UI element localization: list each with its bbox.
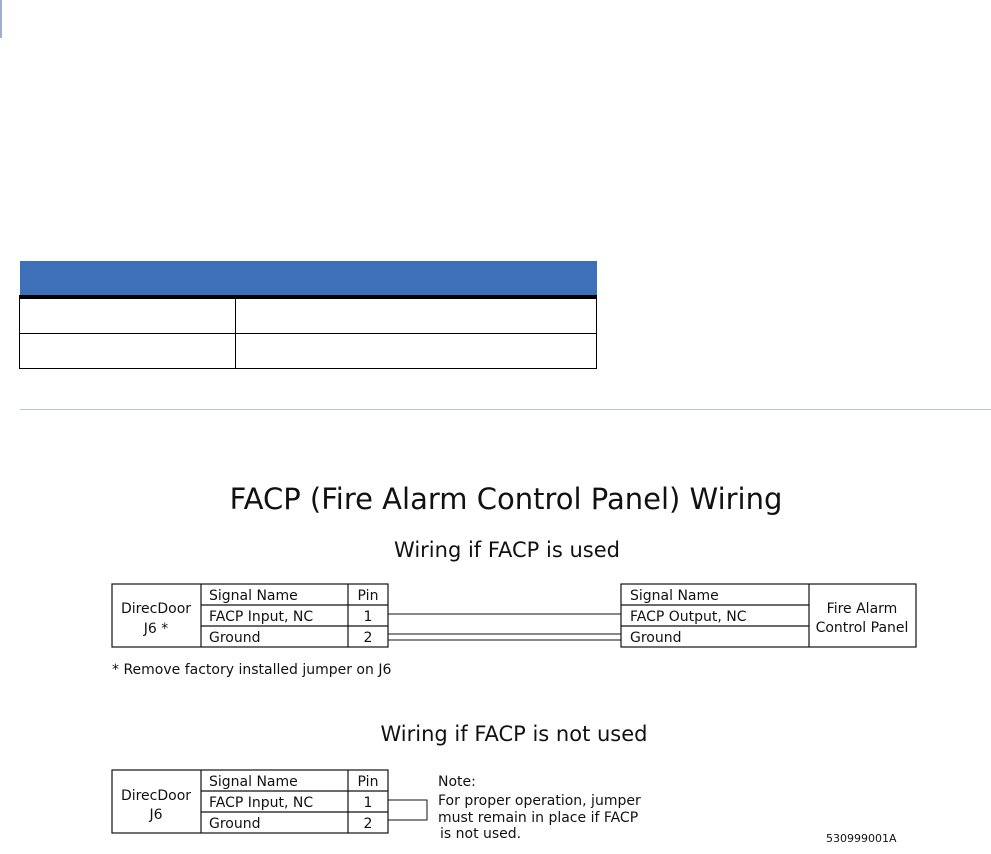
column-header-pin: Pin [357, 774, 379, 790]
section-not-used-heading: Wiring if FACP is not used [380, 722, 648, 746]
section-divider [20, 409, 991, 410]
pin-1: 1 [363, 609, 373, 625]
table-row [20, 297, 597, 334]
section-used-heading: Wiring if FACP is used [394, 538, 620, 562]
table-cell [236, 297, 597, 334]
signal-facp-output: FACP Output, NC [630, 609, 747, 625]
facp-wiring-diagram [0, 460, 991, 854]
signal-facp-input: FACP Input, NC [209, 795, 314, 811]
table-row [20, 334, 597, 369]
note-line-3: is not used. [440, 826, 522, 842]
footnote: * Remove factory installed jumper on J6 [112, 662, 392, 678]
pin-2: 2 [363, 816, 373, 832]
note-line-1: For proper operation, jumper [438, 793, 641, 809]
right-device-name-line2: Control Panel [815, 620, 909, 636]
left-device-name: DirecDoor [120, 788, 192, 804]
wires-used [388, 614, 621, 640]
signal-facp-input: FACP Input, NC [209, 609, 314, 625]
pin-2: 2 [363, 630, 373, 646]
column-header-signal: Signal Name [209, 588, 298, 604]
table-cell [20, 297, 236, 334]
left-device-connector: J6 [149, 807, 163, 823]
pin-1: 1 [363, 795, 373, 811]
table-header-row [20, 261, 597, 297]
right-signal-ground: Ground [630, 630, 682, 646]
table-cell [236, 334, 597, 369]
diagram-title: FACP (Fire Alarm Control Panel) Wiring [229, 482, 783, 516]
page-corner-mark [0, 0, 2, 38]
table-cell [20, 334, 236, 369]
data-table [19, 261, 597, 369]
column-header-signal: Signal Name [209, 774, 298, 790]
left-device-connector: J6 * [143, 621, 169, 637]
column-header-pin: Pin [357, 588, 379, 604]
part-number: 530999001A [826, 832, 897, 845]
left-device-name: DirecDoor [120, 601, 192, 617]
jumper-wire [388, 800, 427, 820]
note-line-2: must remain in place if FACP [438, 810, 639, 826]
table-header-cell [20, 261, 236, 297]
signal-ground: Ground [209, 630, 261, 646]
table-header-cell [236, 261, 597, 297]
signal-ground: Ground [209, 816, 261, 832]
right-column-header-signal: Signal Name [630, 588, 719, 604]
note-title: Note: [438, 774, 476, 790]
right-device-name: Fire Alarm [826, 601, 898, 617]
